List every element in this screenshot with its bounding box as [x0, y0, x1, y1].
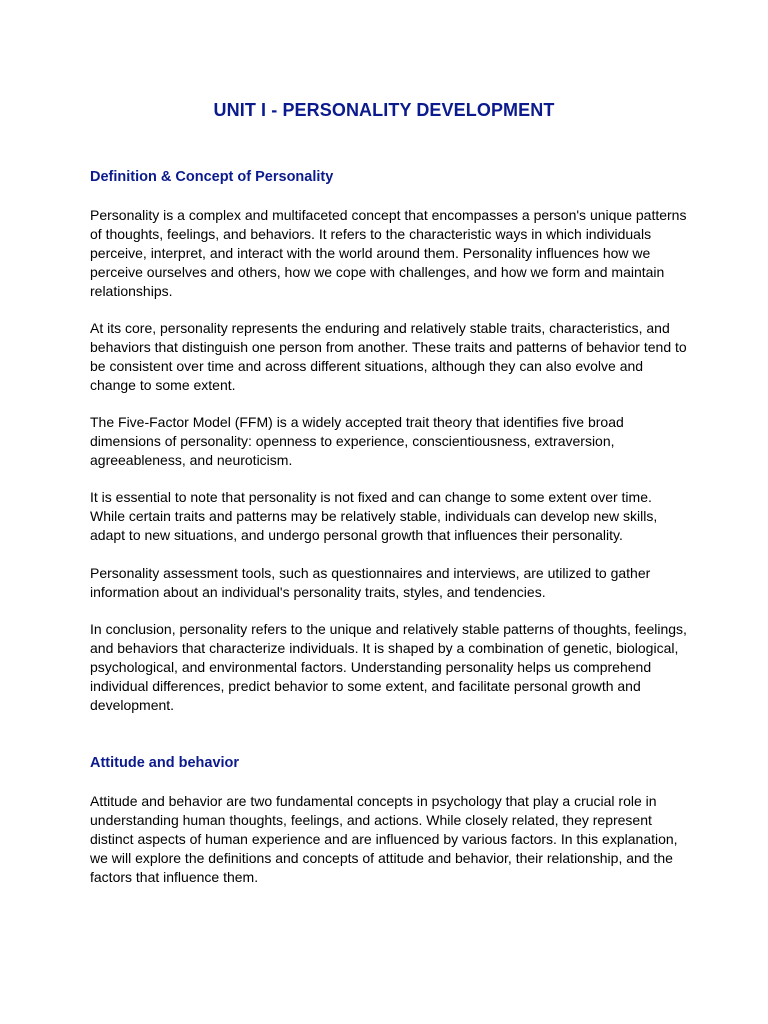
section-attitude — [90, 754, 690, 772]
paragraph-text: Attitude and behavior are two fundamental concepts in psychology that play a crucial role in understanding human thoughts, feelings, and actions. While closely related, they represent distinct aspects of human experience and are influenced by various factors. In this explanation, we will explore the definitions and concepts of attitude and behavior, their relationship, and the factors that influence them. — [90, 793, 678, 885]
paragraph-text: The Five-Factor Model (FFM) is a widely accepted trait theory that identifies five broad dimensions of personality: openness to experience, conscientiousness, extraversion, agreeableness, and neuroticism. — [90, 414, 624, 468]
paragraph — [90, 488, 690, 545]
paragraph-text: Personality assessment tools, such as questionnaires and interviews, are utilized to gather information about an individual's personality traits, styles, and tendencies. — [90, 565, 651, 600]
paragraph — [90, 792, 690, 887]
section-heading: Definition & Concept of Personality — [90, 169, 334, 185]
paragraph-text: In conclusion, personality refers to the unique and relatively stable patterns of thoughts, feelings, and behaviors that characterize individuals. It is shaped by a combination of genetic, biological, psychological, and environmental factors. Understanding personality helps us comprehend individual differences, predict behavior to some extent, and facilitate personal growth and development. — [90, 621, 687, 713]
paragraph — [90, 620, 690, 715]
paragraph-text: It is essential to note that personality is not fixed and can change to some extent over time. While certain traits and patterns may be relatively stable, individuals can develop new skills, adapt to new situations, and undergo personal growth that influences their personality. — [90, 489, 658, 543]
paragraph — [90, 413, 690, 470]
paragraph — [90, 564, 690, 602]
paragraph-text: At its core, personality represents the enduring and relatively stable traits, characteristics, and behaviors that distinguish one person from another. These traits and patterns of behavior tend to be consistent over time and across different situations, although they can also evolve and change to some extent. — [90, 320, 687, 393]
paragraph-text: Personality is a complex and multifaceted concept that encompasses a person's unique patterns of thoughts, feelings, and behaviors. It refers to the characteristic ways in which individuals perceive, interpret, and interact with the world around them. Personality influences how we perceive ourselves and others, how we cope with challenges, and how we form and maintain relationships. — [90, 207, 687, 299]
document-title: UNIT I - PERSONALITY DEVELOPMENT — [213, 100, 555, 120]
paragraph — [90, 206, 690, 301]
section-definition — [90, 168, 690, 186]
section-heading: Attitude and behavior — [90, 755, 240, 771]
paragraph — [90, 319, 690, 395]
